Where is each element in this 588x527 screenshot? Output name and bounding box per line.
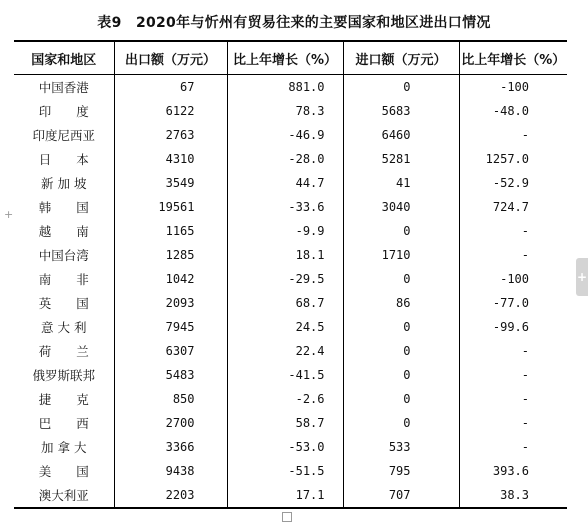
cell-import: 0 — [343, 363, 459, 387]
cell-region: 荷 兰 — [38, 344, 89, 359]
cell-export-growth: 881.0 — [227, 75, 343, 100]
cell-region: 南 非 — [38, 272, 89, 287]
cell-import: 533 — [343, 435, 459, 459]
table-move-handle-icon[interactable]: + — [4, 208, 14, 221]
cell-import: 0 — [343, 339, 459, 363]
cell-export: 2093 — [114, 291, 227, 315]
table-header — [14, 41, 567, 75]
cell-import: 6460 — [343, 123, 459, 147]
trade-table — [14, 40, 567, 509]
cell-region: 日 本 — [38, 152, 89, 167]
cell-region: 英 国 — [38, 296, 89, 311]
table-row — [14, 459, 567, 483]
table-row — [14, 291, 567, 315]
table-row — [14, 123, 567, 147]
cell-region: 中国香港 — [38, 80, 89, 95]
cell-export-growth: 17.1 — [227, 483, 343, 508]
cell-import: 0 — [343, 411, 459, 435]
cell-region: 捷 克 — [38, 392, 89, 407]
cell-import-growth: -77.0 — [459, 291, 567, 315]
cell-export-growth: -29.5 — [227, 267, 343, 291]
table-row — [14, 171, 567, 195]
cell-region: 俄罗斯联邦 — [32, 368, 95, 383]
cell-export: 4310 — [114, 147, 227, 171]
cell-import-growth: - — [459, 363, 567, 387]
table-row — [14, 219, 567, 243]
table-row — [14, 147, 567, 171]
header-export: 出口额（万元） — [114, 41, 227, 75]
cell-export-growth: 18.1 — [227, 243, 343, 267]
cell-import-growth: - — [459, 339, 567, 363]
table-row — [14, 267, 567, 291]
table-title: 表9 2020年与忻州有贸易往来的主要国家和地区进出口情况 — [97, 15, 491, 31]
cell-import-growth: - — [459, 435, 567, 459]
cell-import-growth: - — [459, 243, 567, 267]
cell-import-growth: 38.3 — [459, 483, 567, 508]
cell-export-growth: 68.7 — [227, 291, 343, 315]
cell-export: 2700 — [114, 411, 227, 435]
table-container — [14, 40, 567, 509]
cell-import: 707 — [343, 483, 459, 508]
table-row — [14, 195, 567, 219]
cell-export: 1165 — [114, 219, 227, 243]
cell-import-growth: -100 — [459, 267, 567, 291]
cell-export-growth: -53.0 — [227, 435, 343, 459]
cell-import-growth: -52.9 — [459, 171, 567, 195]
cell-import: 0 — [343, 219, 459, 243]
cell-import: 1710 — [343, 243, 459, 267]
cell-export: 5483 — [114, 363, 227, 387]
cell-export: 3366 — [114, 435, 227, 459]
cell-import-growth: 1257.0 — [459, 147, 567, 171]
table-row — [14, 315, 567, 339]
table-row — [14, 243, 567, 267]
cell-region: 印 度 — [38, 104, 89, 119]
cell-export-growth: 22.4 — [227, 339, 343, 363]
add-column-tab[interactable]: + — [576, 258, 588, 296]
table-row — [14, 435, 567, 459]
cell-import: 0 — [343, 75, 459, 100]
cell-region: 加 拿 大 — [41, 440, 87, 455]
cell-import-growth: - — [459, 387, 567, 411]
cell-export: 1042 — [114, 267, 227, 291]
table-resize-handle[interactable] — [282, 512, 292, 522]
cell-export: 6307 — [114, 339, 227, 363]
table-row — [14, 483, 567, 508]
cell-export: 1285 — [114, 243, 227, 267]
cell-import-growth: - — [459, 411, 567, 435]
cell-import: 5683 — [343, 99, 459, 123]
cell-import-growth: - — [459, 123, 567, 147]
header-region: 国家和地区 — [14, 41, 114, 75]
cell-import: 5281 — [343, 147, 459, 171]
cell-import: 0 — [343, 315, 459, 339]
cell-export: 2763 — [114, 123, 227, 147]
header-row — [14, 41, 567, 75]
cell-import: 86 — [343, 291, 459, 315]
cell-import-growth: -99.6 — [459, 315, 567, 339]
cell-region: 越 南 — [38, 224, 89, 239]
cell-export: 2203 — [114, 483, 227, 508]
cell-export: 3549 — [114, 171, 227, 195]
cell-region: 中国台湾 — [38, 248, 89, 263]
header-export-growth: 比上年增长（%） — [227, 41, 343, 75]
cell-region: 美 国 — [38, 464, 89, 479]
cell-region: 韩 国 — [38, 200, 89, 215]
table-row — [14, 411, 567, 435]
table-row — [14, 363, 567, 387]
cell-export: 67 — [114, 75, 227, 100]
cell-export-growth: -2.6 — [227, 387, 343, 411]
cell-export-growth: -28.0 — [227, 147, 343, 171]
cell-import-growth: 393.6 — [459, 459, 567, 483]
cell-export-growth: -51.5 — [227, 459, 343, 483]
cell-import: 0 — [343, 387, 459, 411]
cell-export-growth: 58.7 — [227, 411, 343, 435]
cell-region: 印度尼西亚 — [32, 128, 95, 143]
cell-region: 巴 西 — [38, 416, 89, 431]
cell-region: 新 加 坡 — [41, 176, 87, 191]
table-body — [14, 75, 567, 509]
cell-export-growth: 44.7 — [227, 171, 343, 195]
cell-region: 意 大 利 — [41, 320, 87, 335]
cell-export-growth: -9.9 — [227, 219, 343, 243]
table-row — [14, 75, 567, 100]
cell-import: 3040 — [343, 195, 459, 219]
cell-export: 850 — [114, 387, 227, 411]
cell-export-growth: -41.5 — [227, 363, 343, 387]
cell-export-growth: -33.6 — [227, 195, 343, 219]
table-row — [14, 99, 567, 123]
cell-import-growth: - — [459, 219, 567, 243]
cell-region: 澳大利亚 — [38, 488, 89, 503]
cell-import: 0 — [343, 267, 459, 291]
cell-export: 7945 — [114, 315, 227, 339]
cell-import: 41 — [343, 171, 459, 195]
cell-import-growth: -48.0 — [459, 99, 567, 123]
cell-import: 795 — [343, 459, 459, 483]
cell-export-growth: 24.5 — [227, 315, 343, 339]
table-row — [14, 339, 567, 363]
cell-export: 6122 — [114, 99, 227, 123]
header-import: 进口额（万元） — [343, 41, 459, 75]
cell-export: 19561 — [114, 195, 227, 219]
cell-import-growth: 724.7 — [459, 195, 567, 219]
table-row — [14, 387, 567, 411]
cell-import-growth: -100 — [459, 75, 567, 100]
cell-export: 9438 — [114, 459, 227, 483]
header-import-growth: 比上年增长（%） — [459, 41, 567, 75]
cell-export-growth: 78.3 — [227, 99, 343, 123]
cell-export-growth: -46.9 — [227, 123, 343, 147]
